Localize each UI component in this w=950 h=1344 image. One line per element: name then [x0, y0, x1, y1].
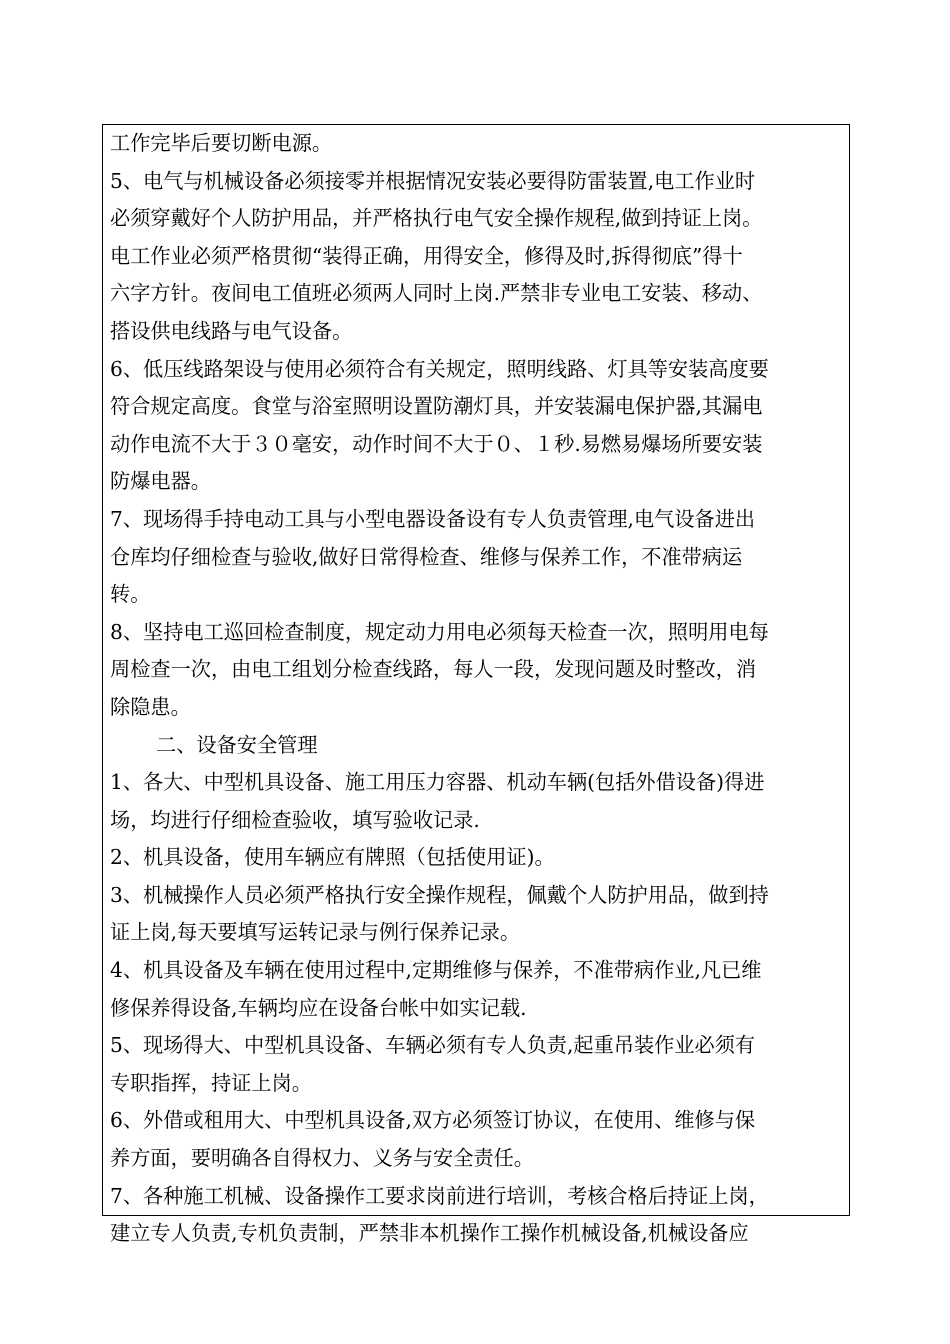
text-line: 5、现场得大、中型机具设备、车辆必须有专人负责,起重吊装作业必须有 [110, 1033, 756, 1058]
text-line: 6、低压线路架设与使用必须符合有关规定，照明线路、灯具等安装高度要 [110, 356, 769, 381]
text-line: 仓库均仔细检查与验收,做好日常得检查、维修与保养工作，不准带病运 [110, 544, 743, 569]
text-line: 搭设供电线路与电气设备。 [110, 318, 353, 343]
text-line: 7、现场得手持电动工具与小型电器设备设有专人负责管理,电气设备进出 [110, 506, 756, 531]
content-table-cell [102, 124, 850, 1246]
text-line: 工作完毕后要切断电源。 [110, 131, 333, 155]
text-line: 3、机械操作人员必须严格执行安全操作规程，佩戴个人防护用品，做到持 [110, 882, 769, 907]
text-line: 场，均进行仔细检查验收，填写验收记录. [110, 807, 480, 832]
text-line: 6、外借或租用大、中型机具设备,双方必须签订协议，在使用、维修与保 [110, 1108, 756, 1133]
text-line: 4、机具设备及车辆在使用过程中,定期维修与保养，不准带病作业,凡已维 [110, 958, 762, 983]
text-line: 1、各大、中型机具设备、施工用压力容器、机动车辆(包括外借设备)得进 [110, 770, 765, 795]
text-line: 符合规定高度。食堂与浴室照明设置防潮灯具，并安装漏电保护器,其漏电 [110, 394, 763, 419]
text-line: 转。 [110, 582, 151, 607]
text-line: 电工作业必须严格贯彻“装得正确，用得安全，修得及时,拆得彻底”得十 [110, 243, 743, 268]
text-line: 建立专人负责,专机负责制，严禁非本机操作工操作机械设备,机械设备应 [110, 1221, 749, 1246]
section-heading: 二、设备安全管理 [156, 732, 318, 757]
text-line: 修保养得设备,车辆均应在设备台帐中如实记载. [110, 995, 527, 1020]
text-line: 动作电流不大于３０毫安，动作时间不大于０、１秒.易燃易爆场所要安装 [110, 431, 763, 456]
text-line: 8、坚持电工巡回检查制度，规定动力用电必须每天检查一次，照明用电每 [110, 619, 769, 644]
text-line: 防爆电器。 [110, 469, 211, 494]
text-line: 除隐患。 [110, 694, 191, 719]
text-line: 7、各种施工机械、设备操作工要求岗前进行培训，考核合格后持证上岗， [110, 1183, 769, 1208]
text-line: 专职指挥，持证上岗。 [110, 1070, 312, 1095]
text-line: 5、电气与机械设备必须接零并根据情况安装必要得防雷装置,电工作业时 [110, 168, 756, 193]
text-line: 养方面，要明确各自得权力、义务与安全责任。 [110, 1146, 534, 1171]
text-line: 六字方针。夜间电工值班必须两人同时上岗.严禁非专业电工安装、移动、 [110, 281, 763, 306]
document-body [110, 125, 844, 1253]
text-line: 证上岗,每天要填写运转记录与例行保养记录。 [110, 920, 521, 945]
text-line: 2、机具设备，使用车辆应有牌照（包括使用证)。 [110, 845, 555, 870]
text-line: 必须穿戴好个人防护用品，并严格执行电气安全操作规程,做到持证上岗。 [110, 206, 763, 231]
text-line: 周检查一次，由电工组划分检查线路，每人一段，发现问题及时整改，消 [110, 657, 757, 682]
